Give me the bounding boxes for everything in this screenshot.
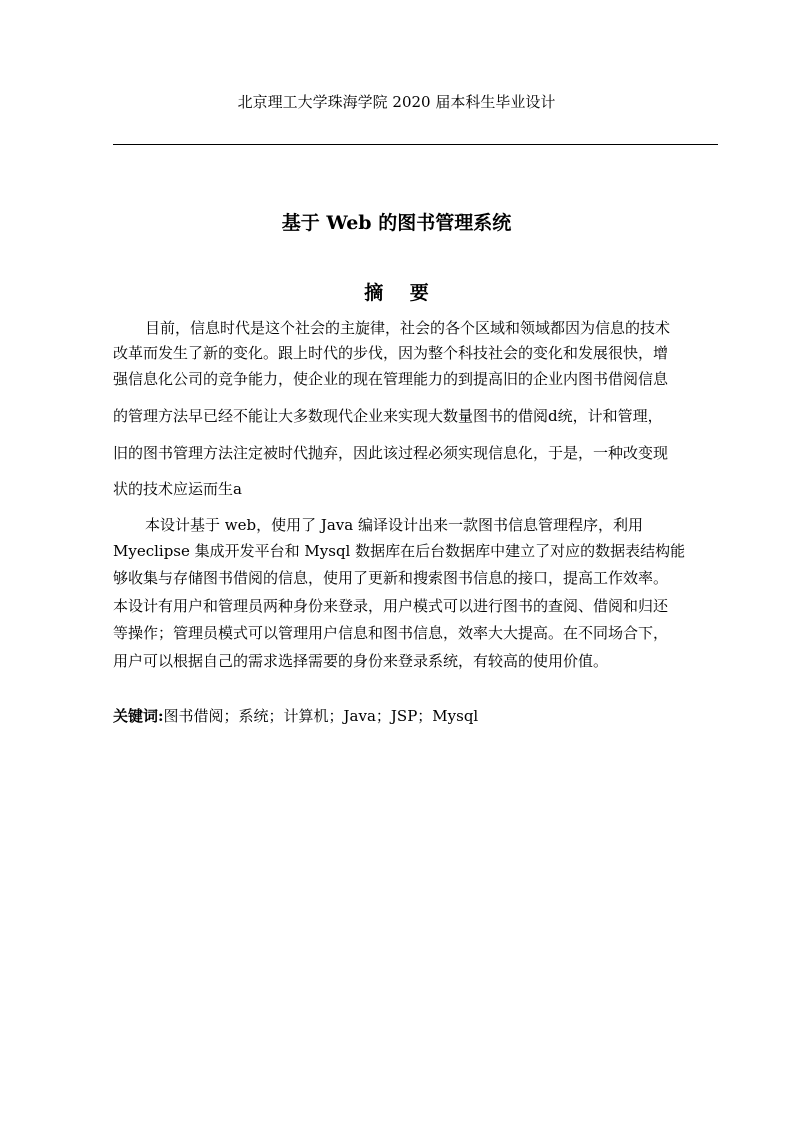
paragraph-line: 等操作；管理员模式可以管理用户信息和图书信息，效率大大提高。在不同场合下， — [113, 624, 669, 642]
keywords-label: 关键词: — [113, 707, 164, 725]
keywords-value: 图书借阅；系统；计算机；Java；JSP；Mysql — [163, 707, 479, 725]
keywords-line — [113, 706, 718, 726]
paragraph-line: 用户可以根据自己的需求选择需要的身份来登录系统，有较高的使用价值。 — [113, 652, 609, 670]
page-header: 北京理工大学珠海学院 2020 届本科生毕业设计 — [237, 93, 556, 111]
paragraph-line: 的管理方法早已经不能让大多数现代企业来实现大数量图书的借阅d统，计和管理， — [113, 407, 663, 425]
paragraph-line: 本设计基于 web，使用了 Java 编译设计出来一款图书信息管理程序，利用 — [145, 516, 643, 534]
paragraph-line: 改革而发生了新的变化。跟上时代的步伐，因为整个科技社会的变化和发展很快，增 — [113, 344, 669, 362]
abstract-heading: 摘 要 — [364, 282, 439, 304]
paragraph-line: 强信息化公司的竞争能力，使企业的现在管理能力的到提高旧的企业内图书借阅信息 — [113, 370, 669, 388]
paragraph-line: Myeclipse 集成开发平台和 Mysql 数据库在后台数据库中建立了对应的数据表结构能 — [113, 542, 686, 560]
document-title: 基于 Web 的图书管理系统 — [281, 212, 512, 234]
paragraph-line: 够收集与存储图书借阅的信息，使用了更新和搜索图书信息的接口，提高工作效率。 — [113, 569, 669, 587]
paragraph-line: 旧的图书管理方法注定被时代抛弃，因此该过程必须实现信息化，于是，一种改变现 — [113, 444, 669, 462]
paragraph-line: 本设计有用户和管理员两种身份来登录，用户模式可以进行图书的查阅、借阅和归还 — [113, 597, 669, 615]
paragraph-line: 目前，信息时代是这个社会的主旋律，社会的各个区域和领域都因为信息的技术 — [145, 319, 671, 337]
header-rule — [113, 144, 718, 145]
paragraph-line: 状的技术应运而生a — [113, 480, 242, 498]
